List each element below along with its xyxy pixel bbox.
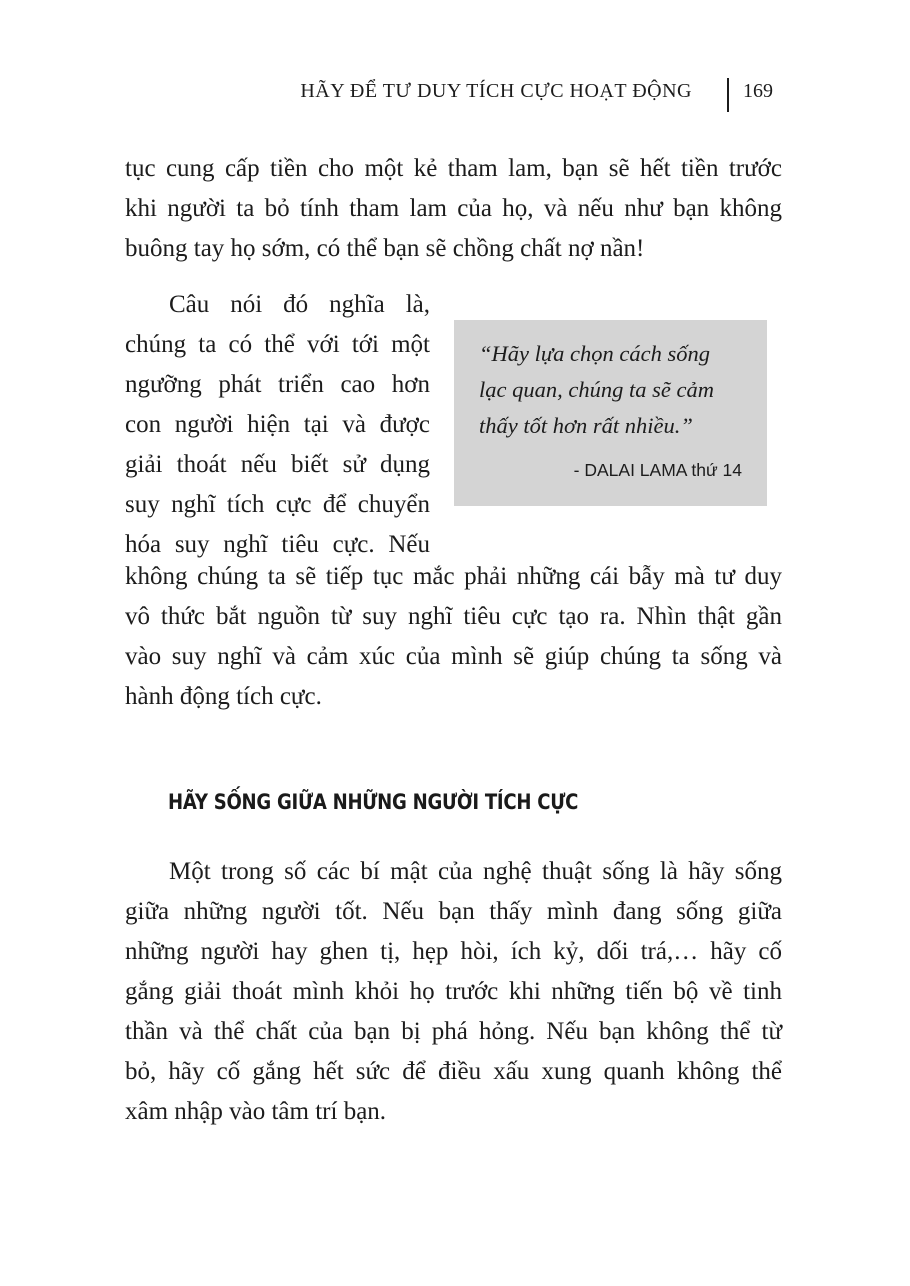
paragraph-line: chúng ta có thể với tới một [125,331,430,358]
paragraph-line: con người hiện tại và được [125,411,430,438]
paragraph-line: giải thoát nếu biết sử dụng [125,451,430,478]
header-divider [727,78,729,112]
paragraph-line: không chúng ta sẽ tiếp tục mắc phải những cái bẫy mà tư duy [125,563,782,590]
pull-quote-text [479,336,749,444]
quote-line: lạc quan, chúng ta sẽ cảm [479,377,714,402]
paragraph-line: khi người ta bỏ tính tham lam của họ, và nếu như bạn không [125,195,782,222]
paragraph-line: hành động tích cực. [125,683,322,710]
paragraph-3 [125,852,782,1132]
quote-line: thấy tốt hơn rất nhiều.” [479,413,693,438]
paragraph-line: vô thức bắt nguồn từ suy nghĩ tiêu cực tạo ra. Nhìn thật gần [125,603,782,630]
section-heading: HÃY SỐNG GIỮA NHỮNG NGƯỜI TÍCH CỰC [168,790,579,814]
paragraph-line: Câu nói đó nghĩa là, [169,291,430,318]
paragraph-line: vào suy nghĩ và cảm xúc của mình sẽ giúp chúng ta sống và [125,643,782,670]
chapter-title: HÃY ĐỂ TƯ DUY TÍCH CỰC HOẠT ĐỘNG [300,80,692,102]
paragraph-line: suy nghĩ tích cực để chuyển [125,491,430,518]
paragraph-line: tục cung cấp tiền cho một kẻ tham lam, bạn sẽ hết tiền trước [125,155,782,182]
paragraph-line: hóa suy nghĩ tiêu cực. Nếu [125,531,430,558]
paragraph-line: gắng giải thoát mình khỏi họ trước khi những tiến bộ về tinh [125,978,782,1005]
paragraph-line: ngưỡng phát triển cao hơn [125,371,430,398]
quote-line: “Hãy lựa chọn cách sống [479,341,710,366]
paragraph-line: buông tay họ sớm, có thể bạn sẽ chồng chất nợ nần! [125,235,645,262]
paragraph-1 [125,149,782,269]
paragraph-line: xâm nhập vào tâm trí bạn. [125,1098,387,1125]
paragraph-2-continued [125,557,782,717]
paragraph-line: giữa những người tốt. Nếu bạn thấy mình đang sống giữa [125,898,782,925]
paragraph-line: những người hay ghen tị, hẹp hòi, ích kỷ, dối trá,… hãy cố [125,938,782,965]
paragraph-line: Một trong số các bí mật của nghệ thuật sống là hãy sống [169,858,782,885]
paragraph-line: thần và thể chất của bạn bị phá hỏng. Nếu bạn không thể từ [125,1018,782,1045]
page-number: 169 [743,80,773,102]
paragraph-2-wrapped [125,285,430,565]
running-header [0,78,910,114]
paragraph-line: bỏ, hãy cố gắng hết sức để điều xấu xung quanh không thể [125,1058,782,1085]
pull-quote-box [454,320,767,506]
quote-author: - DALAI LAMA thứ 14 [573,460,742,480]
